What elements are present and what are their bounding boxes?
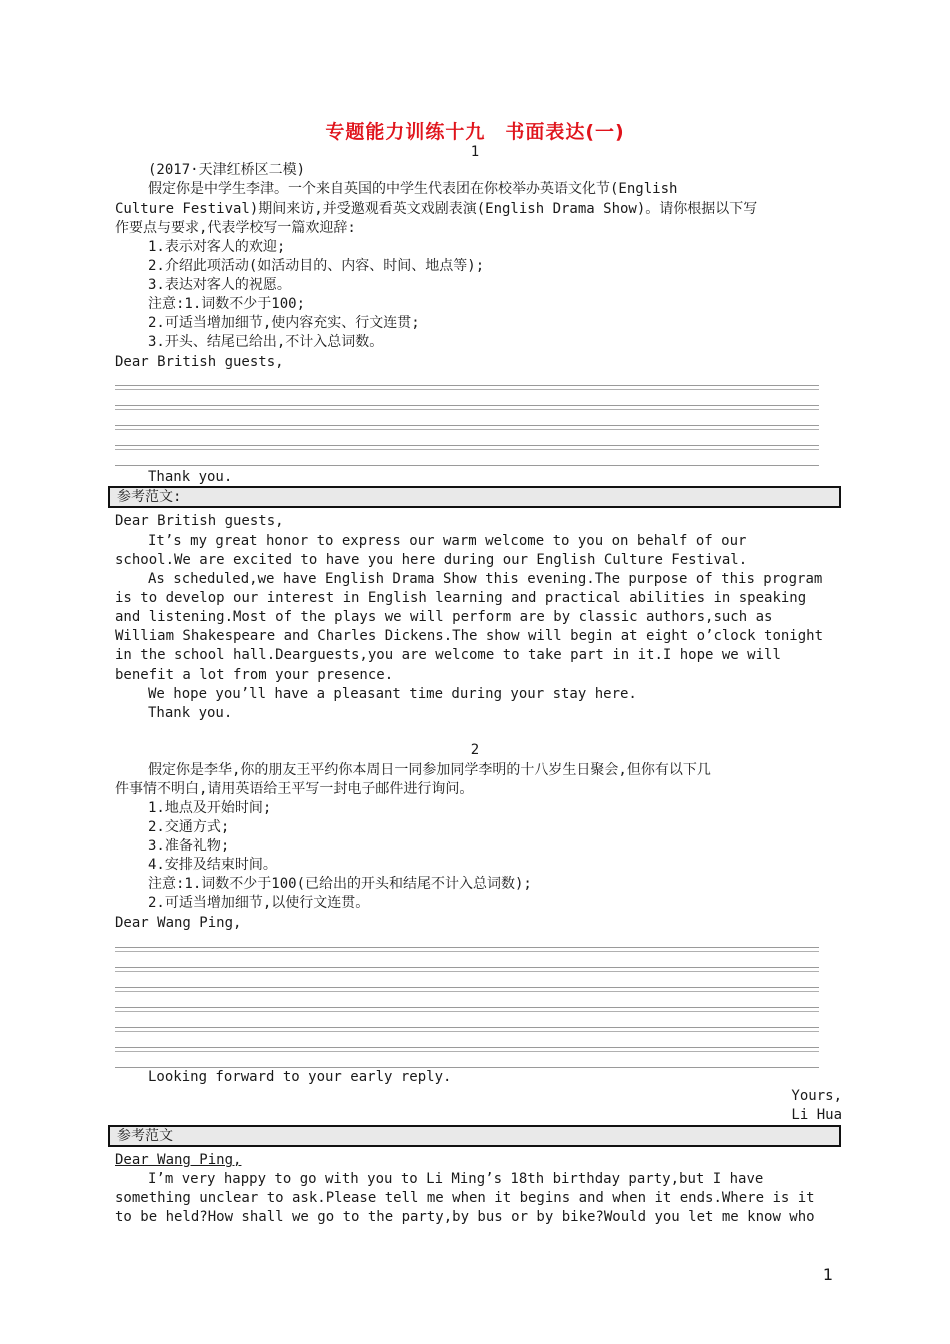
answer-salutation: Dear Wang Ping,: [115, 1152, 242, 1168]
answer-line: something unclear to ask.Please tell me when it begins and when it ends.Where is it: [115, 1190, 815, 1206]
prompt-line: 作要点与要求,代表学校写一篇欢迎辞:: [115, 220, 356, 236]
answer-label-box: 参考范文: [108, 1125, 841, 1147]
writing-line[interactable]: [115, 987, 819, 988]
writing-line[interactable]: [115, 405, 819, 406]
writing-line[interactable]: [115, 449, 819, 450]
note-item: 注意:1.词数不少于100(已给出的开头和结尾不计入总词数);: [148, 876, 532, 892]
note-item: 3.开头、结尾已给出,不计入总词数。: [148, 334, 384, 350]
page-title: 专题能力训练十九 书面表达(一): [325, 121, 625, 143]
note-item: 注意:1.词数不少于100;: [148, 296, 306, 312]
writing-line[interactable]: [115, 1007, 819, 1008]
writing-line[interactable]: [115, 409, 819, 410]
answer-line: in the school hall.Dearguests,you are welcome to take part in it.I hope we will: [115, 647, 781, 663]
writing-line[interactable]: [115, 951, 819, 952]
answer-line: is to develop our interest in English learning and practical abilities in speaking: [115, 590, 807, 606]
prompt-line: 假定你是李华,你的朋友王平约你本周日一同参加同学李明的十八岁生日聚会,但你有以下几: [148, 762, 711, 778]
writing-line[interactable]: [115, 385, 819, 386]
writing-line[interactable]: [115, 465, 819, 466]
sign-off-yours: Yours,: [791, 1088, 842, 1104]
page-number: 1: [822, 1265, 833, 1284]
point-item: 4.安排及结束时间。: [148, 857, 277, 873]
writing-line[interactable]: [115, 991, 819, 992]
letter-closing: Thank you.: [148, 469, 233, 485]
writing-line[interactable]: [115, 1027, 819, 1028]
prompt-line: 件事情不明白,请用英语给王平写一封电子邮件进行询问。: [115, 781, 474, 797]
writing-line[interactable]: [115, 1047, 819, 1048]
answer-line: As scheduled,we have English Drama Show this evening.The purpose of this program: [148, 571, 823, 587]
letter-salutation: Dear Wang Ping,: [115, 915, 242, 931]
writing-line[interactable]: [115, 425, 819, 426]
prompt-line: Culture Festival)期间来访,并受邀观看英文戏剧表演(English Drama Show)。请你根据以下写: [115, 201, 758, 217]
writing-line[interactable]: [115, 1011, 819, 1012]
writing-line[interactable]: [115, 389, 819, 390]
point-item: 3.表达对客人的祝愿。: [148, 277, 291, 293]
answer-line: I’m very happy to go with you to Li Ming’s 18th birthday party,but I have: [148, 1171, 764, 1187]
point-item: 2.交通方式;: [148, 819, 230, 835]
answer-line: school.We are excited to have you here during our English Culture Festival.: [115, 552, 748, 568]
answer-line: It’s my great honor to express our warm welcome to you on behalf of our: [148, 533, 747, 549]
answer-line: and listening.Most of the plays we will perform are by classic authors,such as: [115, 609, 773, 625]
point-item: 1.表示对客人的欢迎;: [148, 239, 286, 255]
point-item: 2.介绍此项活动(如活动目的、内容、时间、地点等);: [148, 258, 485, 274]
question-number: 1: [470, 144, 480, 160]
question-number: 2: [470, 742, 480, 758]
answer-line: benefit a lot from your presence.: [115, 667, 394, 683]
letter-closing: Looking forward to your early reply.: [148, 1069, 452, 1085]
answer-salutation: Dear British guests,: [115, 513, 284, 529]
prompt-line: 假定你是中学生李津。一个来自英国的中学生代表团在你校举办英语文化节(English: [148, 181, 678, 197]
answer-label-box: 参考范文:: [108, 486, 841, 508]
note-item: 2.可适当增加细节,使内容充实、行文连贯;: [148, 315, 420, 331]
point-item: 3.准备礼物;: [148, 838, 230, 854]
writing-line[interactable]: [115, 971, 819, 972]
writing-line[interactable]: [115, 947, 819, 948]
writing-line[interactable]: [115, 445, 819, 446]
answer-line: to be held?How shall we go to the party,by bus or by bike?Would you let me know who: [115, 1209, 815, 1225]
answer-line: Thank you.: [148, 705, 233, 721]
answer-line: William Shakespeare and Charles Dickens.The show will begin at eight o’clock tonight: [115, 628, 824, 644]
writing-line[interactable]: [115, 1051, 819, 1052]
answer-line: We hope you’ll have a pleasant time during your stay here.: [148, 686, 637, 702]
source-note: (2017·天津红桥区二模): [148, 162, 306, 178]
sign-off-name: Li Hua: [791, 1107, 842, 1123]
point-item: 1.地点及开始时间;: [148, 800, 272, 816]
writing-line[interactable]: [115, 1031, 819, 1032]
writing-line[interactable]: [115, 967, 819, 968]
note-item: 2.可适当增加细节,以使行文连贯。: [148, 895, 370, 911]
letter-salutation: Dear British guests,: [115, 354, 284, 370]
writing-line[interactable]: [115, 429, 819, 430]
